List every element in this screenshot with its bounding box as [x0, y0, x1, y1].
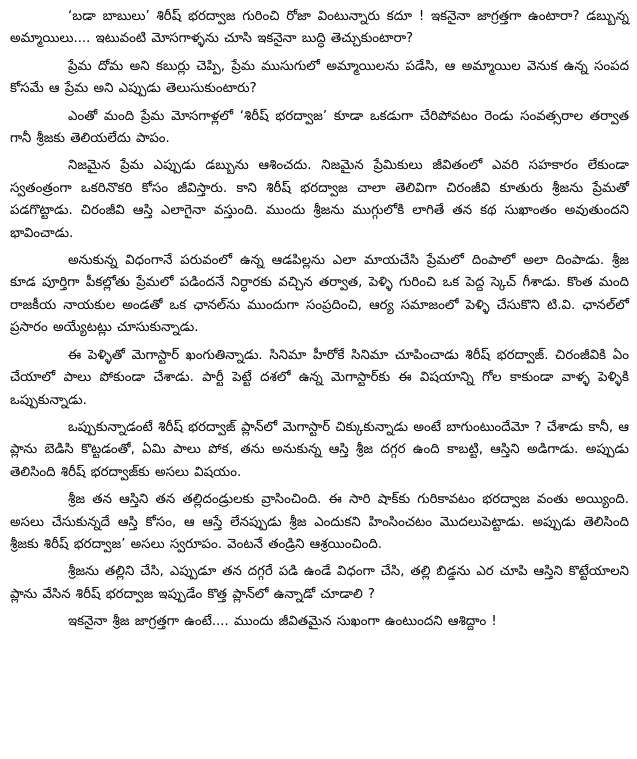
paragraph-8: శ్రీజ తన ఆస్తిని తన తల్లిదండ్రులకు వ్రాసించింది. ఈ సారి షాక్‌కు గురికావటం భరద్వాజ వంతు అయ్యింది. అసలు చేసుకున్నదే ఆస్తి కోసం, ఆ ఆస్తే లేనప్పుడు శ్రీజ ఎందుకని హింసించటం మొదలుపెట్టాడు. అప్పుడు తెలిసింది శ్రీజకు శిరీష్ భరద్వాజ’ అసలు స్వరూపం. వెంటనే తండ్రిని ఆశ్రయించింది. — [10, 492, 629, 552]
paragraph-1: ‘బడా బాబులు’ శిరీష్ భరద్వాజ గురించి రోజా వింటున్నారు కదూ ! ఇకనైనా జాగ్రత్తగా ఉంటారా? డబ్బున్న అమ్మాయిలు.... ఇటువంటి మోసగాళ్ళను చూసి ఇకనైనా బుద్ధి తెచ్చుకుంటారా? — [10, 9, 629, 47]
paragraph-9: శ్రీజను తల్లిని చేసి, ఎప్పుడూ తన దగ్గరే పడి ఉండే విధంగా చేసి, తల్లి బిడ్డను ఎర చూపి ఆస్తిని కొట్టేయాలని ప్లాను వేసిన శిరీష్ భరద్వాజ ఇప్పుడేం కొత్త ప్లాన్‌లో ఉన్నాడో చూడాలి ? — [10, 564, 629, 602]
paragraph-3: ఎంతో మంది ప్రేమ మోసగాళ్లలో ‘శిరీష్ భరద్వాజ’ కూడా ఒకడుగా చేరిపోవటం రెండు సంవత్సరాల తర్వాత గానీ శ్రీజకు తెలియలేదు పాపం. — [10, 108, 629, 147]
paragraph-6: ఈ పెళ్ళితో మెగాస్టార్ ఖంగుతిన్నాడు. సినిమా హీరోకే సినిమా చూపించాడు శిరీష్ భరద్వాజ్. చిరంజీవికి ఏం చేయాలో పాలు పోకుండా చేశాడు. పార్టీ పెట్టే దశలో ఉన్న మెగాస్టార్‌కు ఈ విషయాన్ని గోల కాకుండా వాళ్ళ పెళ్ళికి ఒప్పుకున్నాడు. — [10, 347, 629, 408]
paragraph-5: అనుకున్న విధంగానే పరువంలో ఉన్న ఆడపిల్లను ఎలా మాయచేసి ప్రేమలో దింపాలో అలా దింపాడు. శ్రీజ కూడ పూర్తిగా పీకల్లోతు ప్రేమలో పడిందనే నిర్ధారకు వచ్చిన తర్వాత, పెళ్ళి గురించి ఒక పెద్ద స్కెచ్ గీశాడు. కొంత మంది రాజకీయ నాయకుల అండతో ఒక ఛానల్‌ను ముందుగా సంప్రదించి, ఆర్య సమాజంలో పెళ్ళి చేసుకొని టి.వి. ఛానల్‌లో ప్రసారం అయ్యేటట్లు చూసుకున్నాడు. — [10, 253, 629, 336]
paragraph-4: నిజమైన ప్రేమ ఎప్పుడు డబ్బును ఆశించదు. నిజమైన ప్రేమికులు జీవితంలో ఎవరి సహకారం లేకుండా స్వతంత్రంగా ఒకరినొకరి కోసం జీవిస్తారు. కాని శిరీష్ భరద్వాజ చాలా తెలివిగా చిరంజీవి కూతురు శ్రీజను ప్రేమతో పడగొట్టాడు. చిరంజీవి ఆస్తి ఎలాగైనా వస్తుంది. ముందు శ్రీజను ముగ్గులోకి లాగితే తన కథ సుఖాంతం అవుతుందని భావించాడు. — [10, 158, 629, 241]
paragraph-10: ఇకనైనా శ్రీజ జాగ్రత్తగా ఉంటే.... ముందు జీవితమైన సుఖంగా ఉంటుందని ఆశిద్దాం ! — [68, 614, 497, 630]
paragraph-2: ప్రేమ దోమ అని కబుర్లు చెప్పి, ప్రేమ ముసుగులో అమ్మాయిలను పడేసి, ఆ అమ్మాయిల వెనుక ఉన్న సంపద కోసమే ఆ ప్రేమ అని ఎప్పుడు తెలుసుకుంటారు? — [10, 58, 629, 97]
paragraph-7: ఒప్పుకున్నాడంటే శిరీష్ భరద్వాజ్ ప్లాన్‌లో మెగాస్టార్ చిక్కుకున్నాడు అంటే బాగుంటుందేమో ? చేశాడు కానీ, ఆ ప్లాను బెడిసి కొట్టడంతో, ఏమి పాలు పోక, తను అనుకున్న ఆస్తి శ్రీజ దగ్గర ఉంది కాబట్టి, ఆస్తిని అడిగాడు. అప్పుడు తెలిసింది శిరీష్ భరద్వాజ్‌కు అసలు విషయం. — [10, 419, 629, 480]
